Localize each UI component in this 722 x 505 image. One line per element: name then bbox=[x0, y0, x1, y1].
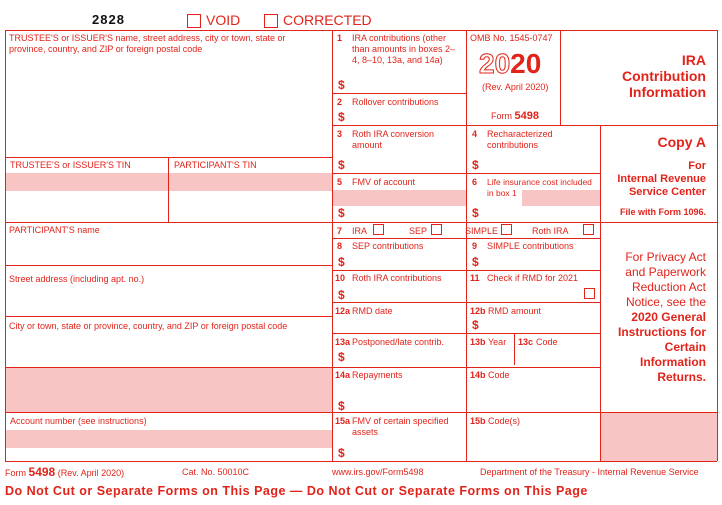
box11-num: 11 bbox=[470, 273, 480, 283]
trustee-tin-label: TRUSTEE'S or ISSUER'S TIN bbox=[10, 160, 131, 170]
box10-label: Roth IRA contributions bbox=[352, 273, 442, 283]
box4-label: Recharacterized contributions bbox=[487, 129, 553, 150]
box3-dollar: $ bbox=[338, 158, 345, 172]
box9-label: SIMPLE contributions bbox=[487, 241, 574, 251]
box13a-dollar: $ bbox=[338, 350, 345, 364]
footer-cat: Cat. No. 50010C bbox=[182, 467, 250, 477]
box6-num: 6 bbox=[472, 177, 478, 187]
box5-dollar: $ bbox=[338, 206, 345, 220]
tax-year-outline: 20 bbox=[479, 48, 511, 79]
sidebar-title: IRA Contribution Information bbox=[622, 52, 706, 100]
file-with: File with Form 1096. bbox=[619, 207, 706, 217]
void-label: VOID bbox=[206, 12, 241, 28]
corrected-label: CORRECTED bbox=[283, 12, 372, 28]
box4-dollar: $ bbox=[472, 158, 479, 172]
box7-roth: Roth IRA bbox=[532, 226, 569, 236]
box12a-label: RMD date bbox=[352, 306, 393, 316]
box7-sep-checkbox[interactable] bbox=[431, 224, 442, 235]
box8-label: SEP contributions bbox=[352, 241, 424, 251]
box13b-num: 13b bbox=[470, 337, 486, 347]
privacy-notice: For Privacy Act and Paperwork Reduction Act Notice, see the 2020 General Instructions for Certain Information Returns. bbox=[617, 250, 706, 384]
box12b-label: RMD amount bbox=[488, 306, 542, 316]
box15b-num: 15b bbox=[470, 416, 486, 426]
box7-num: 7 bbox=[337, 226, 343, 236]
box5-num: 5 bbox=[337, 177, 343, 187]
box7-sep: SEP bbox=[409, 226, 428, 236]
box1-num: 1 bbox=[337, 33, 343, 43]
street-address-label: Street address (including apt. no.) bbox=[9, 274, 145, 284]
tax-year bbox=[479, 49, 541, 79]
footer-dept: Department of the Treasury - Internal Revenue Service bbox=[480, 467, 699, 477]
box12b-num: 12b bbox=[470, 306, 486, 316]
box2-label: Rollover contributions bbox=[352, 97, 439, 107]
box2-dollar: $ bbox=[338, 110, 345, 124]
box3-num: 3 bbox=[337, 129, 343, 139]
participant-tin-shade bbox=[168, 173, 332, 191]
box15a-label: FMV of certain specified assets bbox=[352, 416, 449, 437]
box2-num: 2 bbox=[337, 97, 343, 107]
box13c-label: Code bbox=[536, 337, 558, 347]
box11-checkbox[interactable] bbox=[584, 288, 595, 299]
trustee-name-label: TRUSTEE'S or ISSUER'S name, street address, city or town, state or province, country, and ZIP or foreign postal code bbox=[9, 33, 286, 54]
box7-ira-checkbox[interactable] bbox=[373, 224, 384, 235]
name-block-shade bbox=[5, 367, 332, 412]
box9-num: 9 bbox=[472, 241, 478, 251]
box1-label: IRA contributions (other than amounts in boxes 2–4, 8–10, 13a, and 14a) bbox=[352, 33, 456, 65]
participant-name-label: PARTICIPANT'S name bbox=[9, 225, 100, 235]
box14a-label: Repayments bbox=[352, 370, 403, 380]
box13a-label: Postponed/late contrib. bbox=[352, 337, 445, 347]
box8-dollar: $ bbox=[338, 255, 345, 269]
footer-form: Form 5498 (Rev. April 2020) bbox=[5, 465, 125, 479]
copy-label: Copy A bbox=[657, 134, 706, 150]
box13a-num: 13a bbox=[335, 337, 351, 347]
box4-num: 4 bbox=[472, 129, 478, 139]
participant-tin-label: PARTICIPANT'S TIN bbox=[174, 160, 257, 170]
box10-dollar: $ bbox=[338, 288, 345, 302]
box7-simple-checkbox[interactable] bbox=[501, 224, 512, 235]
trustee-tin-shade bbox=[5, 173, 168, 191]
box1-dollar: $ bbox=[338, 78, 345, 92]
box6-label: Life insurance cost included in box 1 bbox=[487, 177, 592, 198]
form-code: 2828 bbox=[92, 12, 125, 27]
box5-shade bbox=[332, 190, 466, 206]
box14a-num: 14a bbox=[335, 370, 351, 380]
box15a-num: 15a bbox=[335, 416, 351, 426]
box11-label: Check if RMD for 2021 bbox=[487, 273, 579, 283]
box7-ira: IRA bbox=[352, 226, 368, 236]
box13b-label: Year bbox=[488, 337, 507, 347]
box14b-num: 14b bbox=[470, 370, 486, 380]
tax-year-bold: 20 bbox=[510, 48, 542, 79]
box15a-dollar: $ bbox=[338, 446, 345, 460]
box14a-dollar: $ bbox=[338, 399, 345, 413]
footer-url: www.irs.gov/Form5498 bbox=[332, 467, 424, 477]
box13c-num: 13c bbox=[518, 337, 534, 347]
box3-label: Roth IRA conversion amount bbox=[352, 129, 435, 150]
box15b-label: Code(s) bbox=[488, 416, 521, 426]
omb-number: OMB No. 1545-0747 bbox=[470, 33, 553, 43]
box7-roth-checkbox[interactable] bbox=[583, 224, 594, 235]
box6-dollar: $ bbox=[472, 206, 479, 220]
sidebar-bottom-shade bbox=[600, 412, 717, 461]
do-not-cut-warning: Do Not Cut or Separate Forms on This Page — Do Not Cut or Separate Forms on This Page bbox=[5, 484, 588, 498]
box5-label: FMV of account bbox=[352, 177, 416, 187]
city-label: City or town, state or province, country, and ZIP or foreign postal code bbox=[9, 321, 288, 331]
omb-form: Form 5498 bbox=[491, 110, 539, 122]
sidebar-for: For Internal Revenue Service Center bbox=[617, 160, 706, 198]
box12a-num: 12a bbox=[335, 306, 351, 316]
corrected-checkbox[interactable] bbox=[264, 14, 278, 28]
box12b-dollar: $ bbox=[472, 318, 479, 332]
box8-num: 8 bbox=[337, 241, 343, 251]
box7-simple: SIMPLE bbox=[465, 226, 499, 236]
account-number-label: Account number (see instructions) bbox=[10, 416, 147, 426]
box10-num: 10 bbox=[335, 273, 346, 283]
box9-dollar: $ bbox=[472, 255, 479, 269]
omb-rev: (Rev. April 2020) bbox=[482, 82, 549, 92]
void-checkbox[interactable] bbox=[187, 14, 201, 28]
account-shade bbox=[5, 430, 332, 448]
box14b-label: Code bbox=[488, 370, 510, 380]
